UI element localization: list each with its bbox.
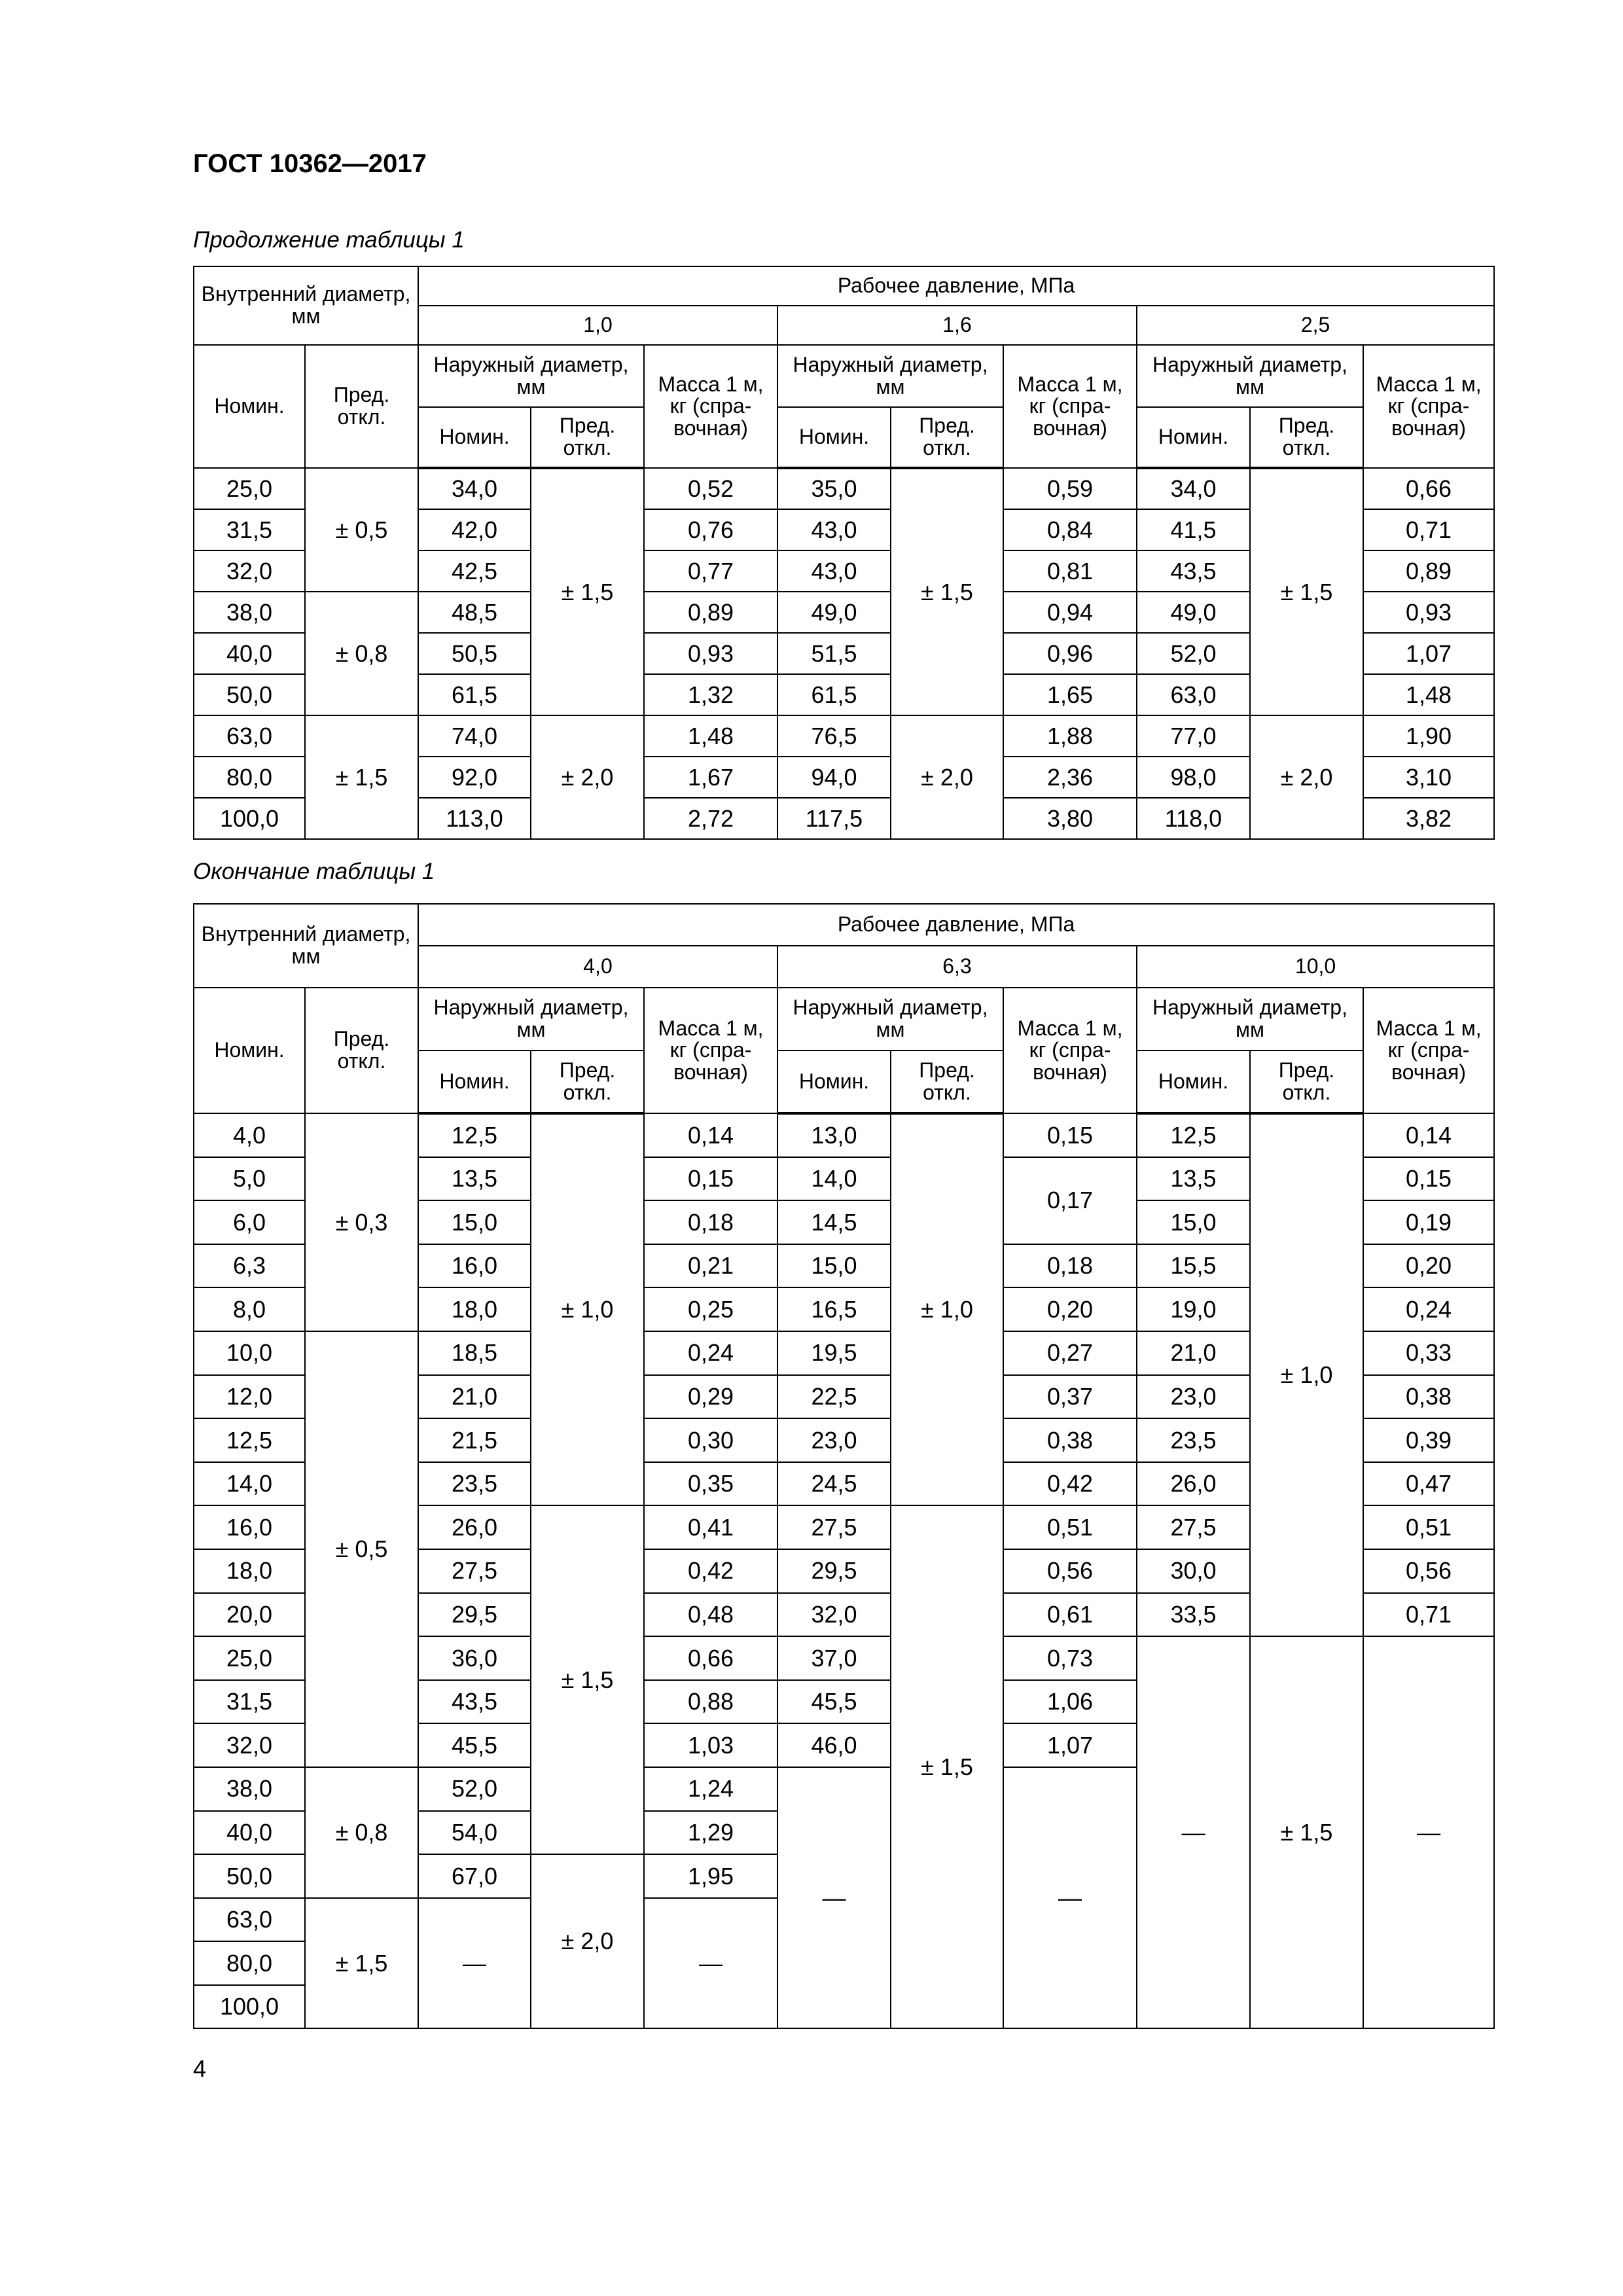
header-nominal: Номин.: [1137, 1050, 1250, 1113]
inner-diameter-cell: 14,0: [194, 1462, 305, 1506]
mass-cell: 1,07: [1363, 633, 1494, 674]
header-mass: Масса 1 м, кг (спра-вочная): [1003, 988, 1137, 1113]
outer-diameter-cell: 52,0: [418, 1767, 531, 1811]
header-mass: Масса 1 м, кг (спра-вочная): [1003, 345, 1137, 468]
header-tolerance: Пред. откл.: [891, 407, 1003, 468]
mass-cell: 0,56: [1363, 1549, 1494, 1593]
outer-diameter-cell: 15,0: [1137, 1200, 1250, 1244]
mass-cell: 0,17: [1003, 1157, 1137, 1244]
inner-diameter-cell: 25,0: [194, 468, 305, 509]
table-caption: Продолжение таблицы 1: [193, 227, 465, 253]
mass-cell: 0,66: [1363, 468, 1494, 509]
outer-diameter-cell: 98,0: [1137, 757, 1250, 798]
outer-diameter-cell: 16,0: [418, 1244, 531, 1288]
header-tolerance: Пред. откл.: [305, 345, 418, 468]
outer-diameter-cell: 12,5: [418, 1113, 531, 1157]
inner-diameter-cell: 8,0: [194, 1287, 305, 1331]
outer-diameter-cell: 23,5: [418, 1462, 531, 1506]
mass-cell: 0,51: [1363, 1505, 1494, 1549]
mass-cell: 0,25: [644, 1287, 777, 1331]
pipe-dimensions-table-end: [193, 903, 1495, 2029]
outer-diameter-cell: 45,5: [777, 1680, 891, 1724]
mass-cell: 0,76: [644, 509, 777, 550]
inner-diameter-cell: 40,0: [194, 1811, 305, 1855]
mass-cell: 0,77: [644, 550, 777, 592]
tolerance-cell: ± 1,0: [1250, 1113, 1363, 1636]
tolerance-cell: ± 1,0: [531, 1113, 644, 1505]
mass-cell: 3,10: [1363, 757, 1494, 798]
header-tolerance: Пред. откл.: [1250, 1050, 1363, 1113]
mass-cell: 1,24: [644, 1767, 777, 1811]
outer-diameter-cell: 19,5: [777, 1331, 891, 1375]
mass-cell: —: [1003, 1767, 1137, 2029]
mass-cell: 0,39: [1363, 1418, 1494, 1462]
outer-diameter-cell: 15,0: [777, 1244, 891, 1288]
outer-diameter-cell: 33,5: [1137, 1593, 1250, 1637]
outer-diameter-cell: 18,0: [418, 1287, 531, 1331]
outer-diameter-cell: 18,5: [418, 1331, 531, 1375]
outer-diameter-cell: 35,0: [777, 468, 891, 509]
mass-cell: 0,71: [1363, 509, 1494, 550]
outer-diameter-cell: 26,0: [418, 1505, 531, 1549]
mass-cell: 0,33: [1363, 1331, 1494, 1375]
mass-cell: 0,38: [1363, 1375, 1494, 1419]
tolerance-cell: ± 0,8: [305, 1767, 418, 1898]
inner-diameter-cell: 63,0: [194, 715, 305, 757]
outer-diameter-cell: 94,0: [777, 757, 891, 798]
inner-diameter-cell: 63,0: [194, 1898, 305, 1942]
outer-diameter-cell: 19,0: [1137, 1287, 1250, 1331]
outer-diameter-cell: 42,0: [418, 509, 531, 550]
outer-diameter-cell: 50,5: [418, 633, 531, 674]
header-outer-diameter: Наружный диаметр, мм: [418, 345, 644, 407]
mass-cell: 0,24: [1363, 1287, 1494, 1331]
outer-diameter-cell: 15,5: [1137, 1244, 1250, 1288]
mass-cell: 0,89: [644, 592, 777, 633]
tolerance-cell: ± 1,5: [531, 468, 644, 715]
mass-cell: 2,36: [1003, 757, 1137, 798]
table-row: [194, 715, 1494, 757]
outer-diameter-cell: 74,0: [418, 715, 531, 757]
outer-diameter-cell: 43,0: [777, 550, 891, 592]
mass-cell: 0,38: [1003, 1418, 1137, 1462]
outer-diameter-cell: 34,0: [1137, 468, 1250, 509]
outer-diameter-cell: 67,0: [418, 1854, 531, 1898]
outer-diameter-cell: 45,5: [418, 1723, 531, 1767]
tolerance-cell: ± 1,5: [305, 1898, 418, 2029]
header-tolerance: Пред. откл.: [891, 1050, 1003, 1113]
inner-diameter-cell: 5,0: [194, 1157, 305, 1201]
outer-diameter-cell: 34,0: [418, 468, 531, 509]
mass-cell: 1,65: [1003, 674, 1137, 715]
outer-diameter-cell: 61,5: [777, 674, 891, 715]
inner-diameter-cell: 18,0: [194, 1549, 305, 1593]
inner-diameter-cell: 38,0: [194, 1767, 305, 1811]
mass-cell: 0,84: [1003, 509, 1137, 550]
outer-diameter-cell: 24,5: [777, 1462, 891, 1506]
inner-diameter-cell: 20,0: [194, 1593, 305, 1637]
header-mass: Масса 1 м, кг (спра-вочная): [1363, 988, 1494, 1113]
outer-diameter-cell: 52,0: [1137, 633, 1250, 674]
mass-cell: 1,48: [1363, 674, 1494, 715]
inner-diameter-cell: 32,0: [194, 1723, 305, 1767]
tolerance-cell: ± 2,0: [531, 1854, 644, 2028]
header-outer-diameter: Наружный диаметр, мм: [418, 988, 644, 1050]
outer-diameter-cell: 13,5: [1137, 1157, 1250, 1201]
header-outer-diameter: Наружный диаметр, мм: [1137, 345, 1363, 407]
header-tolerance: Пред. откл.: [1250, 407, 1363, 468]
table-caption: Окончание таблицы 1: [193, 859, 435, 884]
header-pressure-value: 6,3: [777, 946, 1137, 988]
outer-diameter-cell: 29,5: [777, 1549, 891, 1593]
table-row: [194, 1113, 1494, 1157]
outer-diameter-cell: 37,0: [777, 1636, 891, 1680]
outer-diameter-cell: 51,5: [777, 633, 891, 674]
header-pressure-value: 1,0: [418, 306, 777, 345]
mass-cell: 0,27: [1003, 1331, 1137, 1375]
tolerance-cell: ± 0,8: [305, 592, 418, 715]
mass-cell: 0,52: [644, 468, 777, 509]
header-inner-diameter: Внутренний диаметр, мм: [194, 266, 418, 345]
header-inner-diameter: Внутренний диаметр, мм: [194, 904, 418, 988]
header-working-pressure: Рабочее давление, МПа: [418, 266, 1494, 306]
inner-diameter-cell: 32,0: [194, 550, 305, 592]
outer-diameter-cell: 29,5: [418, 1593, 531, 1637]
outer-diameter-cell: 42,5: [418, 550, 531, 592]
mass-cell: 0,18: [1003, 1244, 1137, 1288]
inner-diameter-cell: 100,0: [194, 1985, 305, 2029]
outer-diameter-cell: 54,0: [418, 1811, 531, 1855]
tolerance-cell: ± 1,5: [531, 1505, 644, 1854]
header-outer-diameter: Наружный диаметр, мм: [777, 988, 1003, 1050]
mass-cell: 0,20: [1363, 1244, 1494, 1288]
mass-cell: 1,07: [1003, 1723, 1137, 1767]
outer-diameter-cell: 49,0: [1137, 592, 1250, 633]
outer-diameter-cell: 41,5: [1137, 509, 1250, 550]
outer-diameter-cell: —: [418, 1898, 531, 2029]
header-nominal: Номин.: [1137, 407, 1250, 468]
page-number: 4: [193, 2055, 207, 2082]
mass-cell: 0,66: [644, 1636, 777, 1680]
mass-cell: 0,41: [644, 1505, 777, 1549]
mass-cell: 1,32: [644, 674, 777, 715]
tolerance-cell: ± 0,3: [305, 1113, 418, 1331]
mass-cell: 0,42: [1003, 1462, 1137, 1506]
header-nominal: Номин.: [418, 407, 531, 468]
mass-cell: 0,61: [1003, 1593, 1137, 1637]
mass-cell: 0,24: [644, 1331, 777, 1375]
tolerance-cell: ± 1,5: [1250, 1636, 1363, 2028]
outer-diameter-cell: 13,0: [777, 1113, 891, 1157]
mass-cell: 0,59: [1003, 468, 1137, 509]
mass-cell: 0,88: [644, 1680, 777, 1724]
outer-diameter-cell: 32,0: [777, 1593, 891, 1637]
mass-cell: 2,72: [644, 798, 777, 839]
outer-diameter-cell: 43,0: [777, 509, 891, 550]
mass-cell: 0,73: [1003, 1636, 1137, 1680]
outer-diameter-cell: 113,0: [418, 798, 531, 839]
table-row: [194, 468, 1494, 509]
outer-diameter-cell: 43,5: [418, 1680, 531, 1724]
mass-cell: 0,94: [1003, 592, 1137, 633]
outer-diameter-cell: 16,5: [777, 1287, 891, 1331]
header-pressure-value: 1,6: [777, 306, 1137, 345]
tolerance-cell: ± 2,0: [891, 715, 1003, 839]
header-nominal: Номин.: [194, 345, 305, 468]
inner-diameter-cell: 38,0: [194, 592, 305, 633]
mass-cell: 0,30: [644, 1418, 777, 1462]
outer-diameter-cell: 23,0: [1137, 1375, 1250, 1419]
inner-diameter-cell: 80,0: [194, 757, 305, 798]
inner-diameter-cell: 12,5: [194, 1418, 305, 1462]
outer-diameter-cell: 23,0: [777, 1418, 891, 1462]
header-mass: Масса 1 м, кг (спра-вочная): [1363, 345, 1494, 468]
mass-cell: 0,20: [1003, 1287, 1137, 1331]
mass-cell: 1,29: [644, 1811, 777, 1855]
header-nominal: Номин.: [418, 1050, 531, 1113]
mass-cell: 0,51: [1003, 1505, 1137, 1549]
inner-diameter-cell: 50,0: [194, 674, 305, 715]
pipe-dimensions-table-continuation: [193, 266, 1495, 840]
inner-diameter-cell: 12,0: [194, 1375, 305, 1419]
inner-diameter-cell: 31,5: [194, 509, 305, 550]
outer-diameter-cell: 21,5: [418, 1418, 531, 1462]
mass-cell: 1,95: [644, 1854, 777, 1898]
outer-diameter-cell: 27,5: [1137, 1505, 1250, 1549]
mass-cell: 0,37: [1003, 1375, 1137, 1419]
outer-diameter-cell: —: [1137, 1636, 1250, 2028]
outer-diameter-cell: 12,5: [1137, 1113, 1250, 1157]
mass-cell: 0,15: [1003, 1113, 1137, 1157]
tolerance-cell: ± 1,5: [891, 468, 1003, 715]
mass-cell: 0,35: [644, 1462, 777, 1506]
outer-diameter-cell: 49,0: [777, 592, 891, 633]
outer-diameter-cell: 77,0: [1137, 715, 1250, 757]
inner-diameter-cell: 40,0: [194, 633, 305, 674]
header-tolerance: Пред. откл.: [531, 1050, 644, 1113]
tolerance-cell: ± 1,5: [891, 1505, 1003, 2028]
outer-diameter-cell: 117,5: [777, 798, 891, 839]
mass-cell: 1,48: [644, 715, 777, 757]
tolerance-cell: ± 2,0: [531, 715, 644, 839]
mass-cell: 1,06: [1003, 1680, 1137, 1724]
outer-diameter-cell: 61,5: [418, 674, 531, 715]
mass-cell: 0,14: [1363, 1113, 1494, 1157]
inner-diameter-cell: 31,5: [194, 1680, 305, 1724]
mass-cell: —: [644, 1898, 777, 2029]
header-nominal: Номин.: [194, 988, 305, 1113]
mass-cell: 0,96: [1003, 633, 1137, 674]
outer-diameter-cell: —: [777, 1767, 891, 2029]
header-nominal: Номин.: [777, 1050, 891, 1113]
mass-cell: 0,48: [644, 1593, 777, 1637]
page-header: ГОСТ 10362—2017: [193, 149, 427, 178]
outer-diameter-cell: 26,0: [1137, 1462, 1250, 1506]
mass-cell: 0,81: [1003, 550, 1137, 592]
mass-cell: 0,15: [1363, 1157, 1494, 1201]
outer-diameter-cell: 13,5: [418, 1157, 531, 1201]
header-working-pressure: Рабочее давление, МПа: [418, 904, 1494, 946]
tolerance-cell: ± 0,5: [305, 1331, 418, 1767]
header-outer-diameter: Наружный диаметр, мм: [777, 345, 1003, 407]
mass-cell: 0,15: [644, 1157, 777, 1201]
tolerance-cell: ± 0,5: [305, 468, 418, 592]
mass-cell: 0,56: [1003, 1549, 1137, 1593]
mass-cell: 0,93: [644, 633, 777, 674]
mass-cell: 1,03: [644, 1723, 777, 1767]
inner-diameter-cell: 4,0: [194, 1113, 305, 1157]
inner-diameter-cell: 6,0: [194, 1200, 305, 1244]
outer-diameter-cell: 21,0: [418, 1375, 531, 1419]
outer-diameter-cell: 63,0: [1137, 674, 1250, 715]
outer-diameter-cell: 27,5: [777, 1505, 891, 1549]
header-nominal: Номин.: [777, 407, 891, 468]
outer-diameter-cell: 48,5: [418, 592, 531, 633]
outer-diameter-cell: 14,0: [777, 1157, 891, 1201]
inner-diameter-cell: 6,3: [194, 1244, 305, 1288]
inner-diameter-cell: 25,0: [194, 1636, 305, 1680]
inner-diameter-cell: 16,0: [194, 1505, 305, 1549]
tolerance-cell: ± 2,0: [1250, 715, 1363, 839]
header-tolerance: Пред. откл.: [531, 407, 644, 468]
tolerance-cell: ± 1,5: [305, 715, 418, 839]
mass-cell: 0,29: [644, 1375, 777, 1419]
mass-cell: 0,71: [1363, 1593, 1494, 1637]
mass-cell: 3,80: [1003, 798, 1137, 839]
mass-cell: 0,47: [1363, 1462, 1494, 1506]
outer-diameter-cell: 76,5: [777, 715, 891, 757]
header-pressure-value: 4,0: [418, 946, 777, 988]
outer-diameter-cell: 14,5: [777, 1200, 891, 1244]
outer-diameter-cell: 15,0: [418, 1200, 531, 1244]
outer-diameter-cell: 46,0: [777, 1723, 891, 1767]
header-outer-diameter: Наружный диаметр, мм: [1137, 988, 1363, 1050]
outer-diameter-cell: 23,5: [1137, 1418, 1250, 1462]
mass-cell: 0,42: [644, 1549, 777, 1593]
inner-diameter-cell: 80,0: [194, 1941, 305, 1985]
outer-diameter-cell: 30,0: [1137, 1549, 1250, 1593]
mass-cell: 0,21: [644, 1244, 777, 1288]
outer-diameter-cell: 118,0: [1137, 798, 1250, 839]
mass-cell: —: [1363, 1636, 1494, 2028]
mass-cell: 0,14: [644, 1113, 777, 1157]
outer-diameter-cell: 36,0: [418, 1636, 531, 1680]
mass-cell: 3,82: [1363, 798, 1494, 839]
header-tolerance: Пред. откл.: [305, 988, 418, 1113]
mass-cell: 0,19: [1363, 1200, 1494, 1244]
header-mass: Масса 1 м, кг (спра-вочная): [644, 988, 777, 1113]
header-pressure-value: 2,5: [1137, 306, 1494, 345]
tolerance-cell: ± 1,5: [1250, 468, 1363, 715]
inner-diameter-cell: 50,0: [194, 1854, 305, 1898]
header-pressure-value: 10,0: [1137, 946, 1494, 988]
mass-cell: 0,93: [1363, 592, 1494, 633]
mass-cell: 1,90: [1363, 715, 1494, 757]
mass-cell: 0,18: [644, 1200, 777, 1244]
tolerance-cell: ± 1,0: [891, 1113, 1003, 1505]
inner-diameter-cell: 10,0: [194, 1331, 305, 1375]
outer-diameter-cell: 92,0: [418, 757, 531, 798]
inner-diameter-cell: 100,0: [194, 798, 305, 839]
mass-cell: 1,67: [644, 757, 777, 798]
mass-cell: 1,88: [1003, 715, 1137, 757]
outer-diameter-cell: 21,0: [1137, 1331, 1250, 1375]
outer-diameter-cell: 22,5: [777, 1375, 891, 1419]
mass-cell: 0,89: [1363, 550, 1494, 592]
header-mass: Масса 1 м, кг (спра-вочная): [644, 345, 777, 468]
outer-diameter-cell: 27,5: [418, 1549, 531, 1593]
outer-diameter-cell: 43,5: [1137, 550, 1250, 592]
